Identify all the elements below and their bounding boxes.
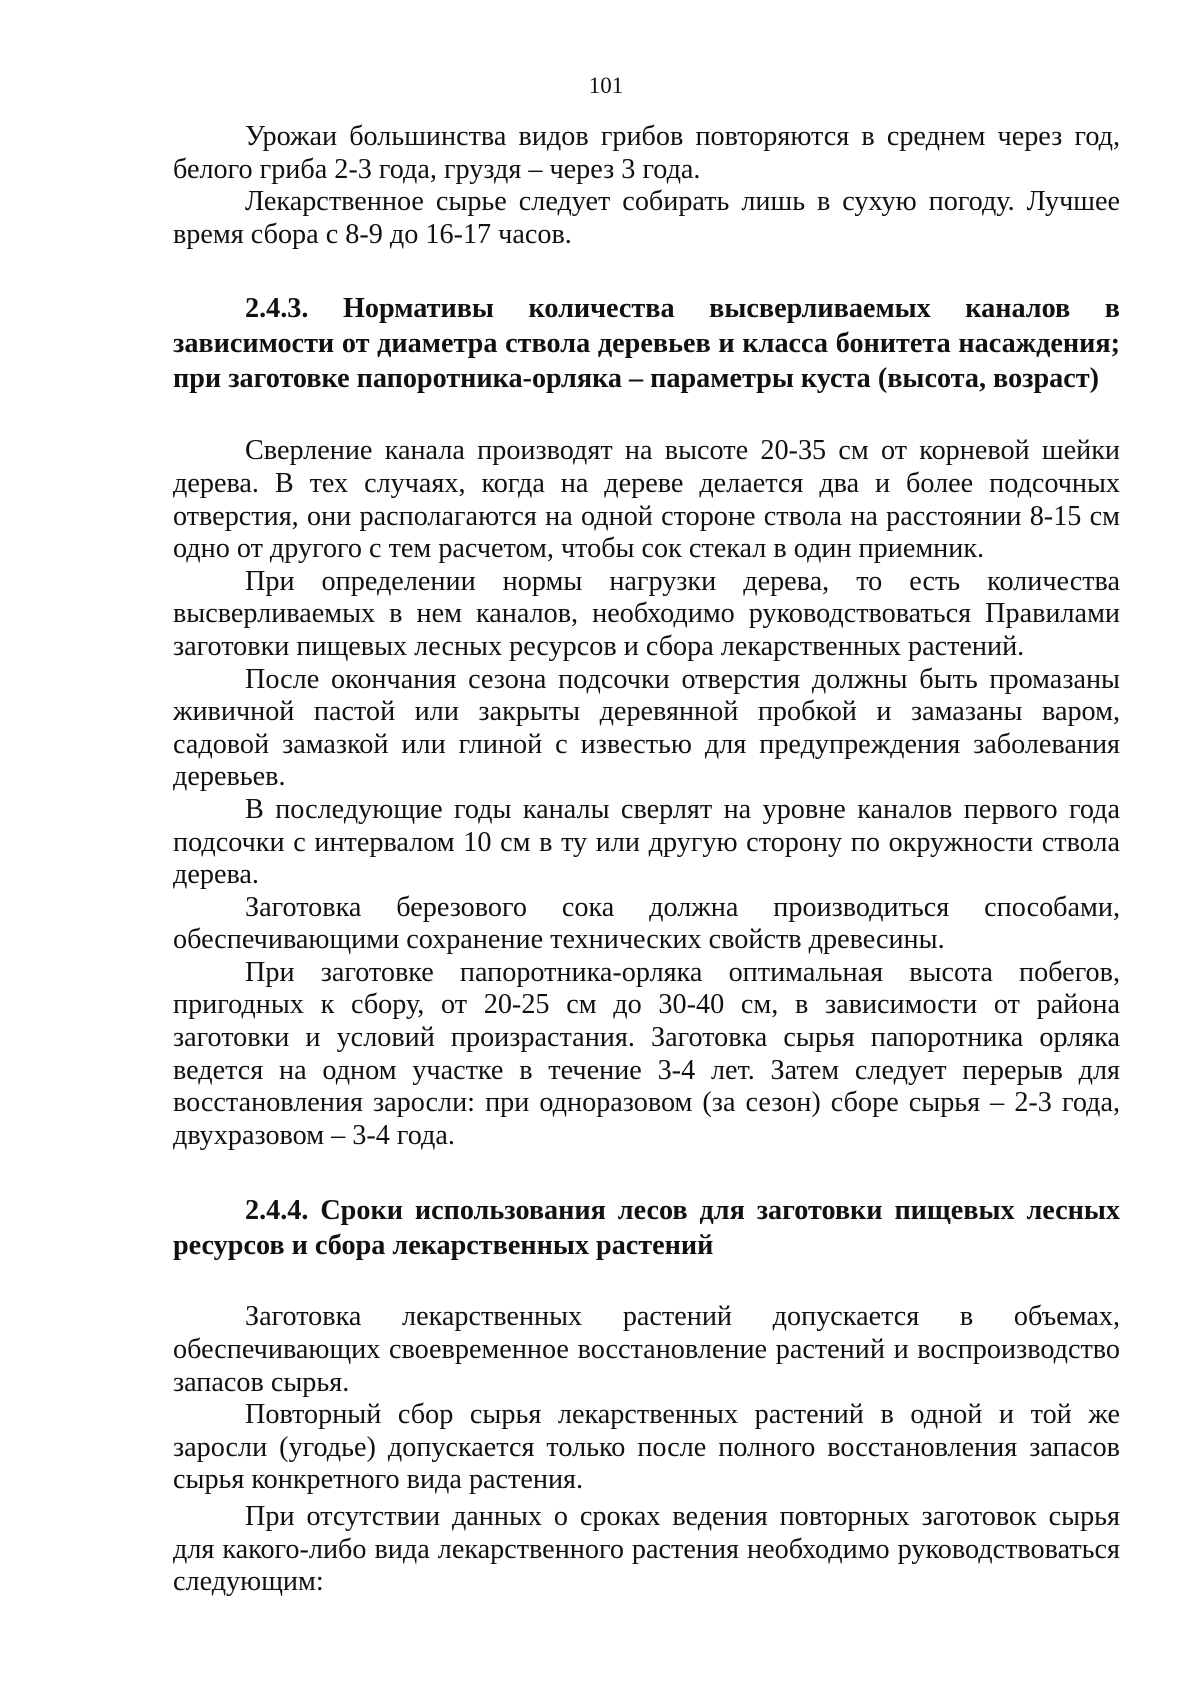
paragraph: После окончания сезона подсочки отверстия должны быть промазаны живичной пастой или закрыты деревянной пробкой и замазаны варом, садовой замазкой или глиной с известью для предупреждения заболевания деревьев. — [173, 663, 1120, 793]
paragraph: При отсутствии данных о сроках ведения повторных заготовок сырья для какого-либо вида лекарственного растения необходимо руководствоваться следующим: — [173, 1501, 1120, 1598]
paragraph: Заготовка лекарственных растений допускается в объемах, обеспечивающих своевременное восстановление растений и воспроизводство запасов сырья. — [173, 1301, 1120, 1398]
paragraph: При определении нормы нагрузки дерева, то есть количества высверливаемых в нем каналов, необходимо руководствоваться Правилами заготовки пищевых лесных ресурсов и сбора лекарственных растений. — [173, 565, 1120, 662]
page-content — [173, 121, 1120, 1599]
paragraph: Сверление канала производят на высоте 20-35 см от корневой шейки дерева. В тех случаях, когда на дереве делается два и более подсочных отверстия, они располагаются на одной стороне ствола на расстоянии 8-15 см одно от другого с тем расчетом, чтобы сок стекал в один приемник. — [173, 435, 1120, 565]
paragraph: Повторный сбор сырья лекарственных растений в одной и той же заросли (угодье) допускается только после полного восстановления запасов сырья конкретного вида растения. — [173, 1399, 1120, 1496]
section-heading-2-4-4: 2.4.4. Сроки использования лесов для заготовки пищевых лесных ресурсов и сбора лекарственных растений — [173, 1195, 1120, 1262]
paragraph: Урожаи большинства видов грибов повторяются в среднем через год, белого гриба 2-3 года, груздя – через 3 года. — [173, 121, 1120, 185]
paragraph: Заготовка березового сока должна производиться способами, обеспечивающими сохранение технических свойств древесины. — [173, 891, 1120, 956]
page-number: 101 — [588, 73, 624, 98]
paragraph: При заготовке папоротника-орляка оптимальная высота побегов, пригодных к сбору, от 20-25 см до 30-40 см, в зависимости от района заготовки и условий произрастания. Заготовка сырья папоротника орляка ведется на одном участке в течение 3-4 лет. Затем следует перерыв для восстановления заросли: при одноразовом (за сезон) сборе сырья – 2-3 года, двухразовом – 3-4 года. — [173, 956, 1120, 1151]
section-heading-2-4-3: 2.4.3. Нормативы количества высверливаемых каналов в зависимости от диаметра ствола деревьев и класса бонитета насаждения; при заготовке папоротника-орляка – параметры куста (высота, возраст) — [173, 293, 1120, 395]
paragraph: Лекарственное сырье следует собирать лишь в сухую погоду. Лучшее время сбора с 8-9 до 16-17 часов. — [173, 186, 1120, 250]
paragraph: В последующие годы каналы сверлят на уровне каналов первого года подсочки с интервалом 10 см в ту или другую сторону по окружности ствола дерева. — [173, 793, 1120, 891]
